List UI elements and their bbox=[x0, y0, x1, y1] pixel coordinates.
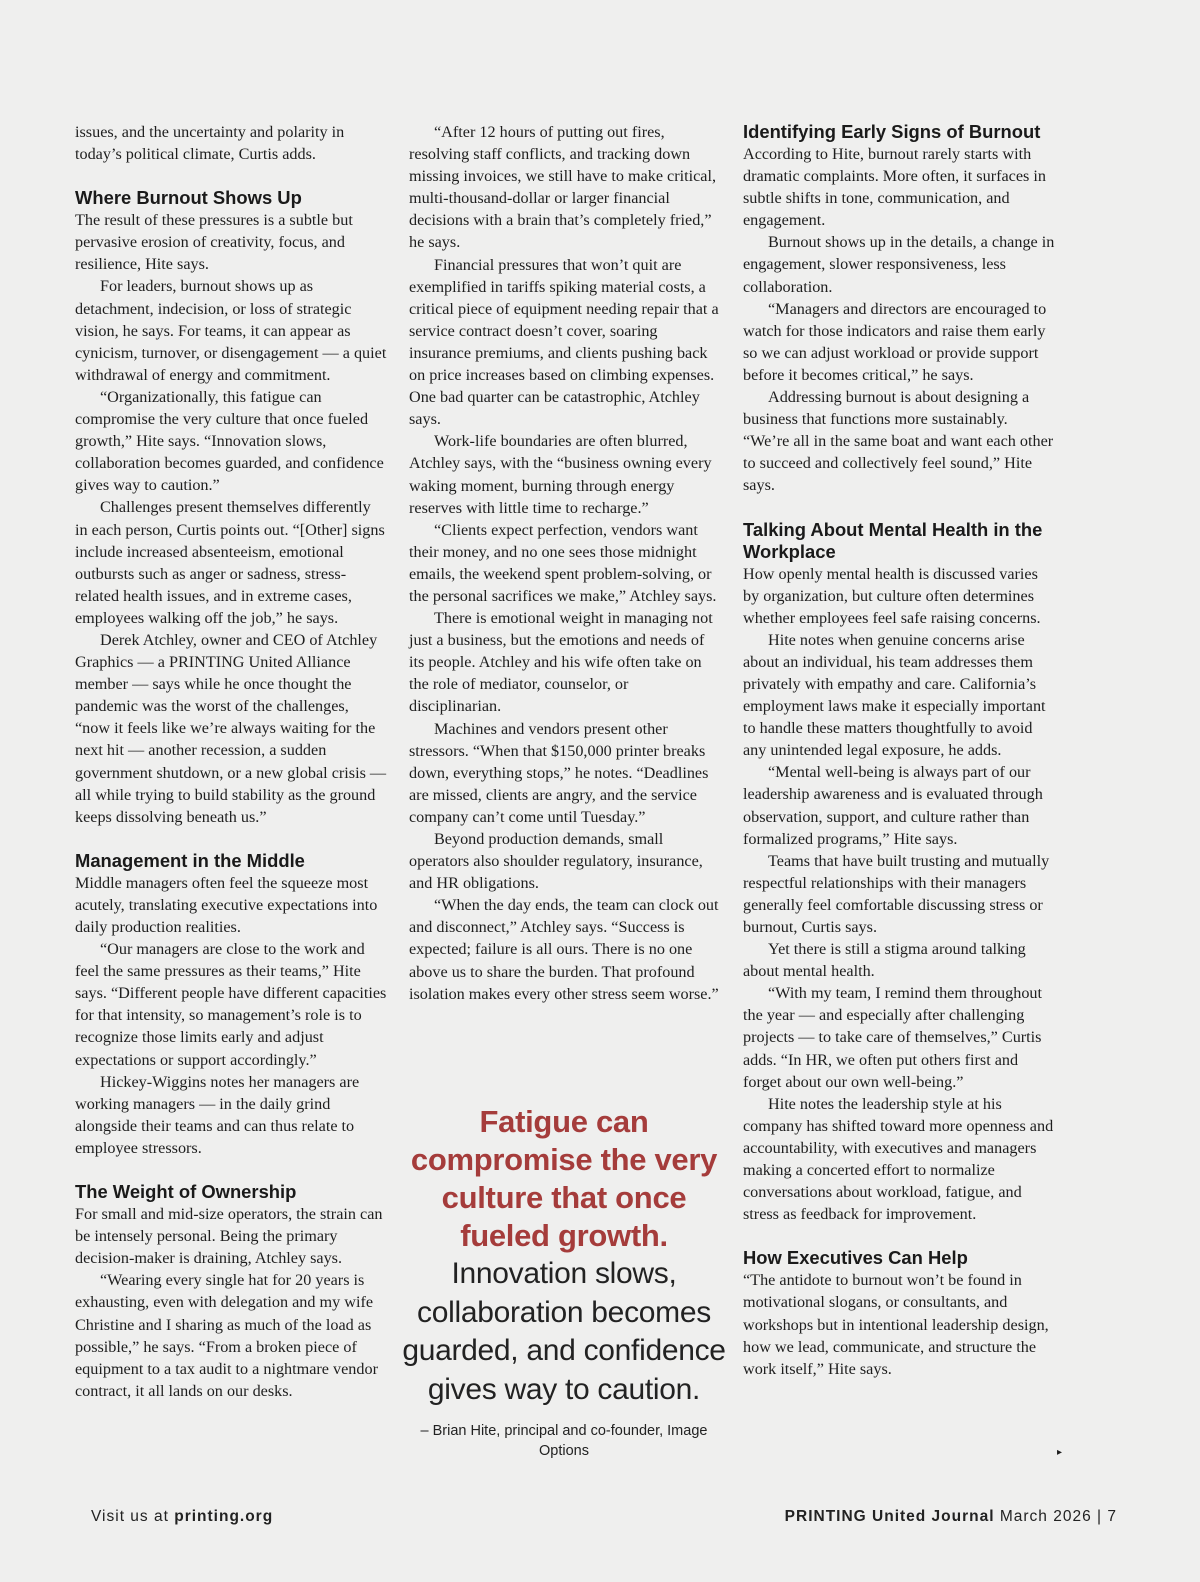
paragraph: The result of these pressures is a subtle but pervasive erosion of creativity, focus, and resilience, Hite says. bbox=[75, 211, 353, 274]
paragraph: Teams that have built trusting and mutually respectful relationships with their managers generally feel comfortable discussing stress or burnout, Curtis says. bbox=[743, 851, 1050, 936]
paragraph: “With my team, I remind them throughout the year — and especially after challenging projects — to take care of themselves,” Curtis adds. “In HR, we often put others first and forget about our own well-being.” bbox=[743, 984, 1043, 1091]
paragraph: “Wearing every single hat for 20 years is exhausting, even with delegation and my wife Christine and I sharing as much of the load as possible,” he says. “From a broken piece of equipment to a tax audit to a nightmare vendor contract, it all lands on our desks. bbox=[75, 1271, 378, 1400]
paragraph: “Clients expect perfection, vendors want their money, and no one sees those midnight emails, the weekend spent problem-solving, or the personal sacrifices we make,” Atchley says. bbox=[409, 520, 717, 605]
heading-how-executives-can-help: How Executives Can Help bbox=[743, 1247, 968, 1269]
column-left bbox=[75, 121, 387, 1402]
footer-website-link[interactable]: printing.org bbox=[174, 1508, 274, 1525]
paragraph: There is emotional weight in managing not just a business, but the emotions and needs of its people. Atchley and his wife often take on the role of mediator, counselor, or disciplinarian. bbox=[409, 609, 713, 716]
paragraph: Machines and vendors present other stressors. “When that $150,000 printer breaks down, everything stops,” he notes. “Deadlines are missed, clients are angry, and the service company can’t come until Tuesday.” bbox=[409, 719, 709, 826]
paragraph: Burnout shows up in the details, a change in engagement, slower responsiveness, less collaboration. bbox=[743, 233, 1055, 296]
paragraph: Yet there is still a stigma around talking about mental health. bbox=[743, 940, 1026, 981]
paragraph: Addressing burnout is about designing a business that functions more sustainably. “We’re all in the same boat and want each other to succeed and collectively feel sound,” Hite says. bbox=[743, 388, 1054, 495]
heading-identifying-early-signs: Identifying Early Signs of Burnout bbox=[743, 121, 1041, 142]
heading-weight-of-ownership: The Weight of Ownership bbox=[75, 1181, 297, 1203]
paragraph: Hite notes the leadership style at his company has shifted toward more openness and accountability, with executives and managers making a concerted effort to normalize conversations about workload, fatigue, and stress as feedback for improvement. bbox=[743, 1094, 1054, 1224]
paragraph: issues, and the uncertainty and polarity in today’s political climate, Curtis adds. bbox=[75, 123, 345, 164]
paragraph: Middle managers often feel the squeeze most acutely, translating executive expectations into daily production realities. bbox=[75, 873, 378, 936]
column-middle bbox=[409, 121, 722, 1005]
paragraph: For small and mid-size operators, the strain can be intensely personal. Being the primary decision-maker is draining, Atchley says. bbox=[75, 1205, 383, 1268]
paragraph: “Mental well-being is always part of our leadership awareness and is evaluated through observation, support, and culture rather than formalized programs,” Hite says. bbox=[743, 763, 1043, 848]
paragraph: According to Hite, burnout rarely starts with dramatic complaints. More often, it surfaces in subtle shifts in tone, communication, and engagement. bbox=[743, 145, 1046, 230]
heading-talking-about-mental-health: Talking About Mental Health in the Workplace bbox=[743, 518, 1043, 562]
heading-where-burnout-shows-up: Where Burnout Shows Up bbox=[75, 187, 302, 209]
page-number: 7 bbox=[1107, 1508, 1117, 1525]
paragraph: “Our managers are close to the work and feel the same pressures as their teams,” Hite says. “Different people have different capacities for that intensity, so management’s role is to recognize those limits early and adjust expectations or support accordingly.” bbox=[75, 940, 387, 1069]
heading-management-in-the-middle: Management in the Middle bbox=[75, 849, 305, 871]
paragraph: Work-life boundaries are often blurred, Atchley says, with the “business owning every waking moment, burning through energy reserves with little time to recharge.” bbox=[409, 432, 712, 517]
paragraph: Beyond production demands, small operators also shoulder regulatory, insurance, and HR obligations. bbox=[409, 830, 703, 893]
footer-visit-label: Visit us at bbox=[91, 1508, 169, 1525]
paragraph: Challenges present themselves differently in each person, Curtis points out. “[Other] signs include increased absenteeism, emotional outbursts such as anger or sadness, stress-related health issues, and in extreme cases, employees walking off the job,” he says. bbox=[75, 498, 385, 627]
pull-quote-attribution: – Brian Hite, principal and co-founder, Image Options bbox=[420, 1423, 708, 1459]
paragraph: “When the day ends, the team can clock out and disconnect,” Atchley says. “Success is expected; failure is all ours. There is no one above us to share the burden. That profound isolation makes every other stress seem worse.” bbox=[409, 896, 719, 1003]
paragraph: Hickey-Wiggins notes her managers are working managers — in the daily grind alongside their teams and can thus relate to employee stressors. bbox=[75, 1072, 360, 1157]
paragraph: “After 12 hours of putting out fires, resolving staff conflicts, and tracking down missing invoices, we still have to make critical, multi-thousand-dollar or larger financial decisions with a brain that’s completely fried,” he says. bbox=[409, 123, 717, 252]
paragraph: Derek Atchley, owner and CEO of Atchley Graphics — a PRINTING United Alliance member — says while he once thought the pandemic was the worst of the challenges, “now it feels like we’re always waiting for the next hit — another recession, a sudden government shutdown, or a new global crisis — all while trying to build stability as the ground keeps dissolving beneath us.” bbox=[75, 630, 387, 826]
issue-date: March 2026 bbox=[999, 1508, 1092, 1525]
pull-quote-highlight: Fatigue can compromise the very culture that once fueled growth. bbox=[410, 1104, 718, 1253]
paragraph: Financial pressures that won’t quit are exemplified in tariffs spiking material costs, a critical piece of equipment needing repair that a service contract doesn’t cover, soaring insurance premiums, and clients pushing back on price increases based on climbing expenses. One bad quarter can be catastrophic, Atchley says. bbox=[409, 255, 719, 429]
paragraph: “Organizationally, this fatigue can compromise the very culture that once fueled growth,” Hite says. “Innovation slows, collaboration becomes guarded, and confidence gives way to caution.” bbox=[75, 387, 384, 495]
paragraph: “The antidote to burnout won’t be found in motivational slogans, or consultants, and workshops but in intentional leadership design, how we lead, communicate, and structure the work itself,” Hite says. bbox=[743, 1271, 1049, 1378]
folio-separator: | bbox=[1097, 1508, 1103, 1525]
pull-quote-body: Innovation slows, collaboration becomes guarded, and confidence gives way to caution. bbox=[402, 1257, 726, 1406]
paragraph: “Managers and directors are encouraged to watch for those indicators and raise them early so we can adjust workload or provide support before it becomes critical,” he says. bbox=[743, 299, 1047, 384]
paragraph: Hite notes when genuine concerns arise about an individual, his team addresses them privately with empathy and care. California’s employment laws make it especially important to handle these matters thoughtfully to avoid any unintended legal exposure, he adds. bbox=[743, 630, 1046, 760]
paragraph: For leaders, burnout shows up as detachment, indecision, or loss of strategic vision, he says. For teams, it can appear as cynicism, turnover, or disengagement — a quiet withdrawal of energy and commitment. bbox=[75, 277, 387, 384]
paragraph: How openly mental health is discussed varies by organization, but culture often determines whether employees feel safe raising concerns. bbox=[743, 564, 1041, 627]
pull-quote bbox=[394, 1103, 734, 1461]
footer-folio bbox=[785, 1508, 1117, 1526]
journal-name: PRINTING United Journal bbox=[784, 1508, 995, 1525]
continue-arrow-icon: ▸ bbox=[1057, 1447, 1063, 1458]
footer-visit bbox=[91, 1508, 273, 1526]
column-right bbox=[743, 121, 1058, 1380]
